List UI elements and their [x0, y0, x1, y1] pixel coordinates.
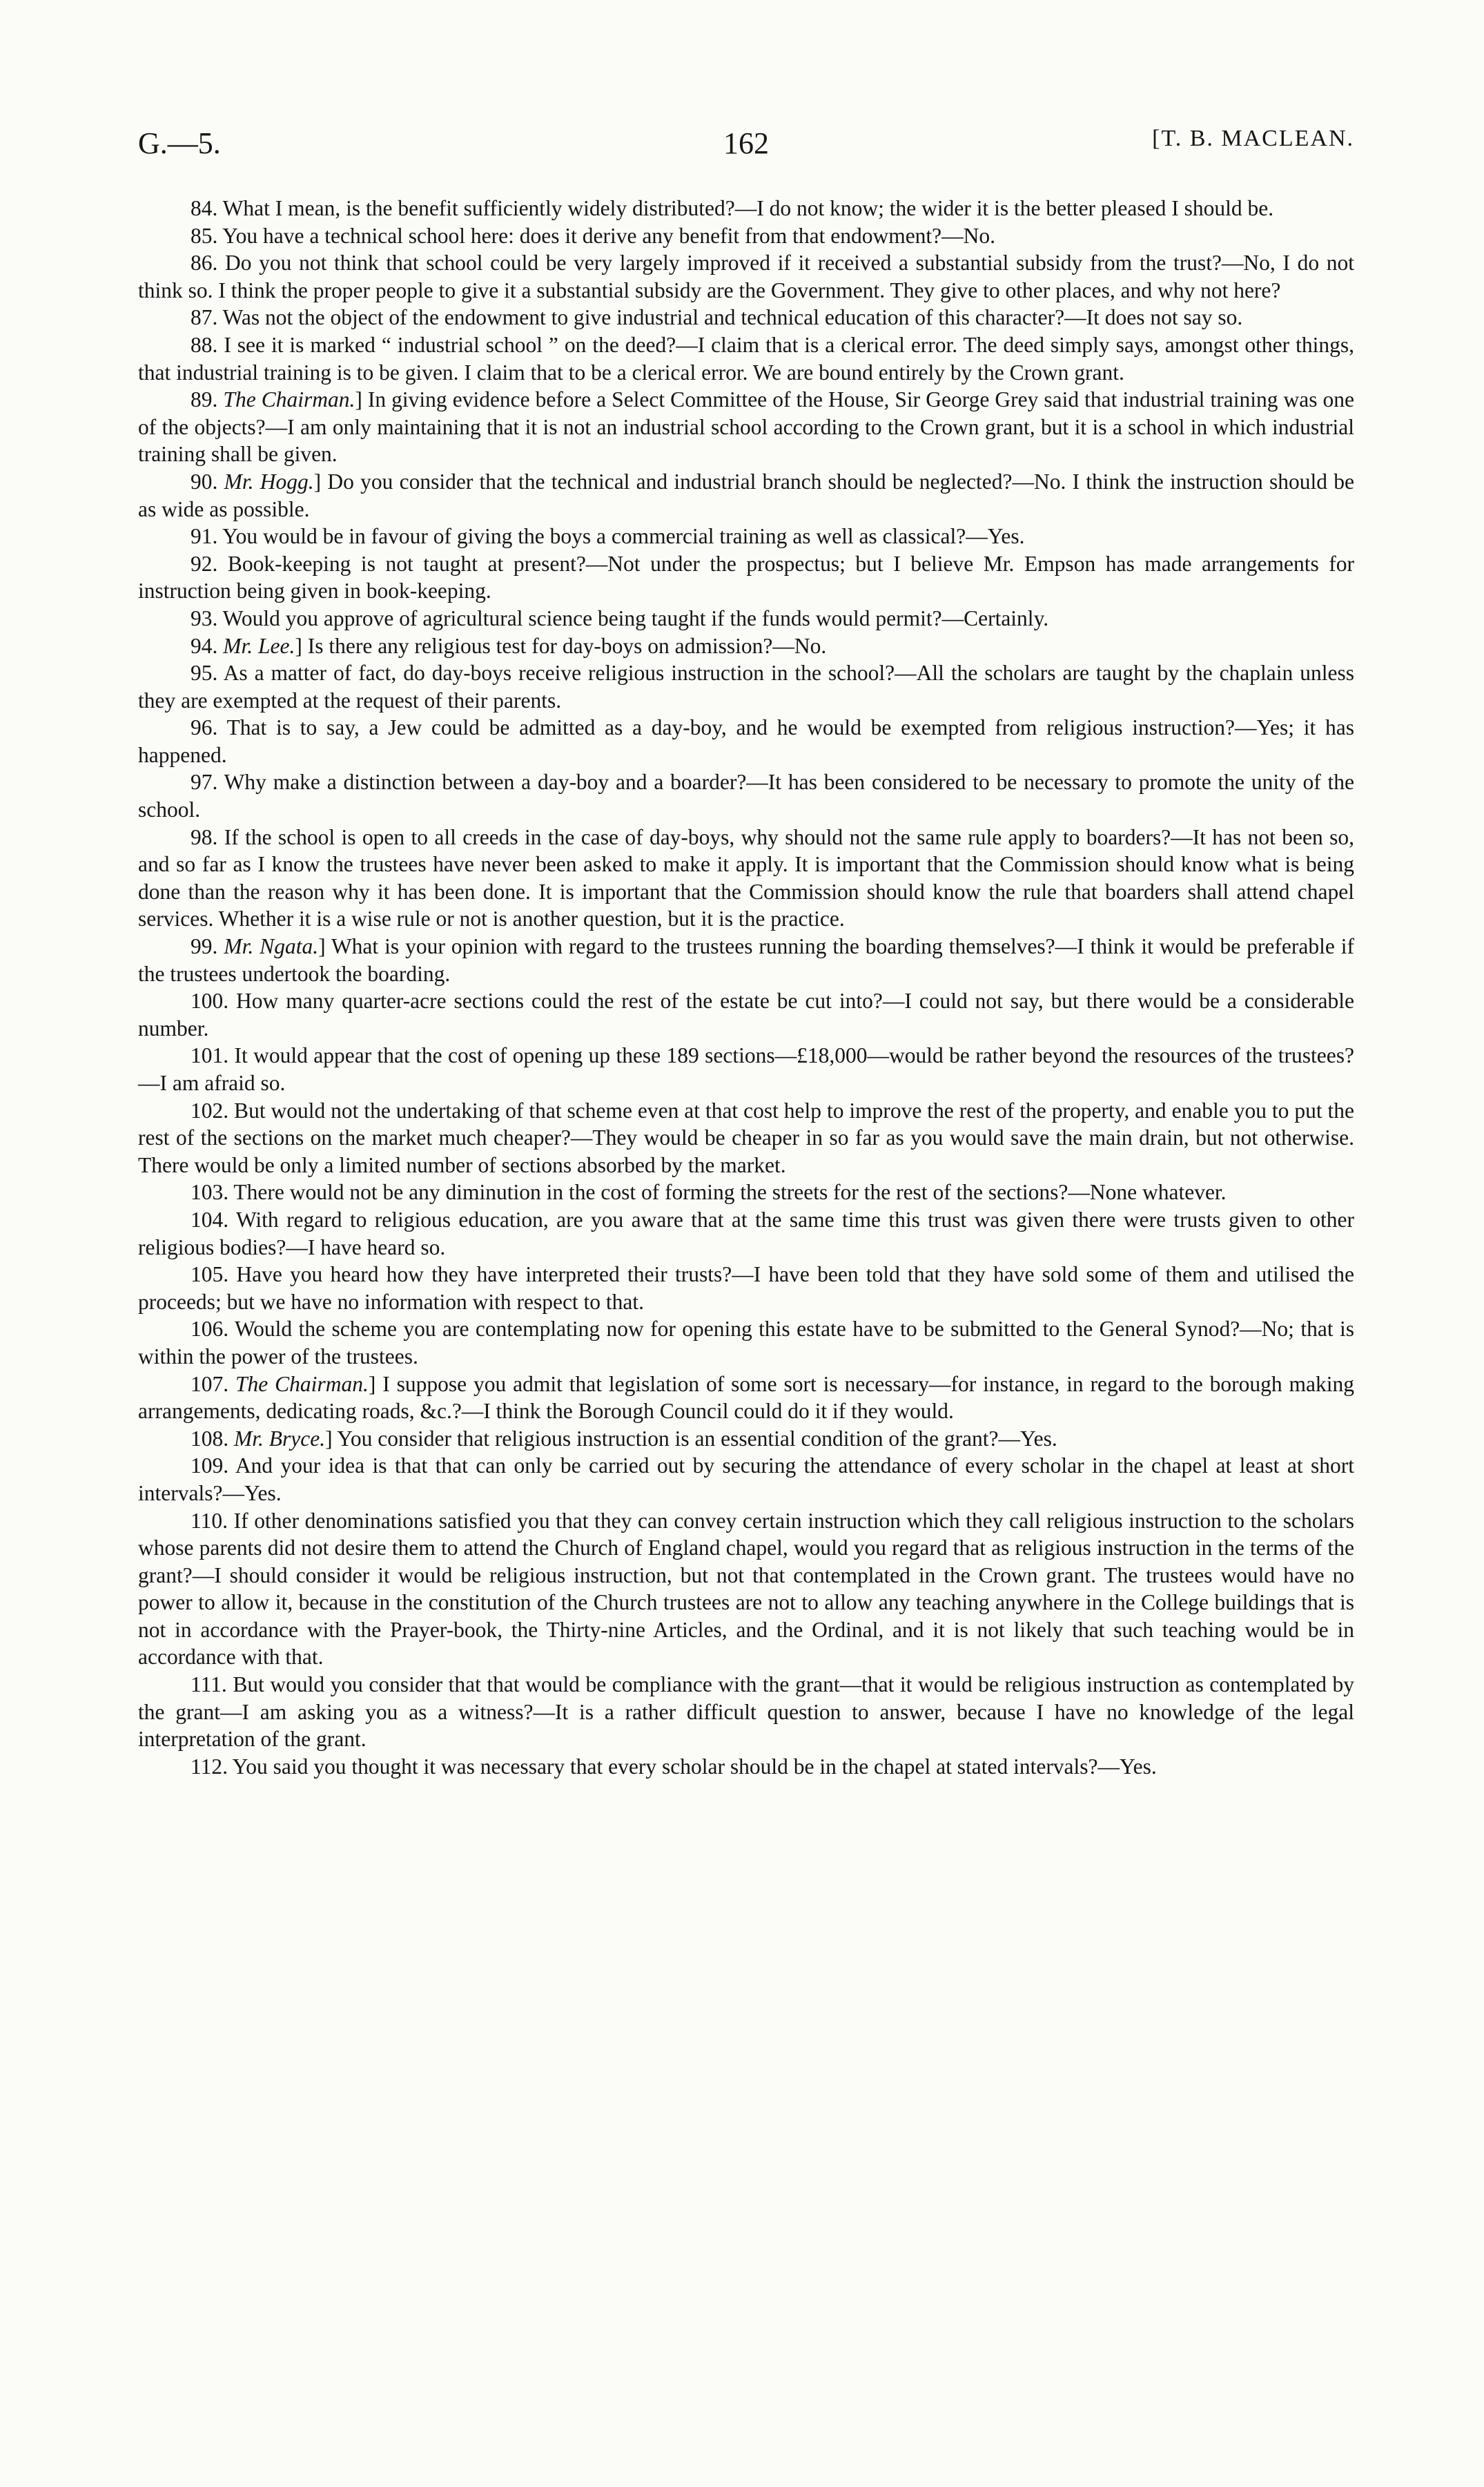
testimony-paragraph: 92. Book-keeping is not taught at present?—Not under the prospectus; but I believe Mr. Empson has made arrangements for instruction being given in book-keeping. [138, 551, 1354, 603]
testimony-paragraph: 91. You would be in favour of giving the boys a commercial training as well as classical?—Yes. [191, 524, 1025, 549]
page-number: 162 [723, 126, 769, 160]
testimony-paragraph: 87. Was not the object of the endowment to give industrial and technical education of this character?—It does not say so. [191, 305, 1243, 330]
testimony-paragraph: 98. If the school is open to all creeds in the case of day-boys, why should not the same rule apply to boarders?—It has not been so, and so far as I know the trustees have never been asked to make it apply. It is important that the Commission should know what is being done than the reason why it has been done. It is important that the Commission should know the rule that boarders shall attend chapel services. Whether it is a wise rule or not is another question, but it is the practice. [138, 824, 1354, 931]
question-number: 90. [191, 469, 224, 494]
testimony-paragraph [138, 1425, 1354, 1453]
testimony-paragraph: 104. With regard to religious education, are you aware that at the same time this trust was given there were trusts given to other religious bodies?—I have heard so. [138, 1207, 1354, 1259]
testimony-paragraph: 109. And your idea is that that can only be carried out by securing the attendance of every scholar in the chapel at least at short intervals?—Yes. [138, 1453, 1354, 1505]
speaker-name: Mr. Hogg. [224, 469, 314, 494]
speaker-name: The Chairman. [223, 387, 355, 412]
paragraph-text: ] Is there any religious test for day-boys on admission?—No. [295, 633, 827, 658]
testimony-paragraph: 102. But would not the undertaking of that scheme even at that cost help to improve the rest of the property, and enable you to put the rest of the sections on the market much cheaper?—They would be cheaper in so far as you would save the main drain, but not otherwise. There would be only a limited number of sections absorbed by the market. [138, 1098, 1354, 1177]
paragraph-text: ] In giving evidence before a Select Committee of the House, Sir George Grey said that industrial training was one of the objects?—I am only maintaining that it is not an industrial school according to the Crown grant, but it is a school in which industrial training shall be given. [138, 387, 1354, 467]
testimony-paragraph [138, 468, 1354, 523]
question-number: 89. [191, 387, 224, 412]
testimony-paragraph: 100. How many quarter-acre sections could the rest of the estate be cut into?—I could not say, but there would be a considerable number. [138, 989, 1354, 1041]
question-number: 107. [191, 1371, 236, 1396]
testimony-paragraph: 88. I see it is marked “ industrial school ” on the deed?—I claim that is a clerical error. The deed simply says, amongst other things, that industrial training is to be given. I claim that to be a clerical error. We are bound entirely by the Crown grant. [138, 332, 1354, 385]
testimony-paragraph: 96. That is to say, a Jew could be admitted as a day-boy, and he would be exempted from religious instruction?—Yes; it has happened. [138, 715, 1354, 767]
page-header [138, 126, 1354, 181]
paragraph-text: ] Do you consider that the technical and industrial branch should be neglected?—No. I think the instruction should be as wide as possible. [138, 469, 1354, 521]
question-number: 94. [191, 633, 224, 658]
testimony-paragraph: 86. Do you not think that school could be very largely improved if it received a substantial subsidy from the trust?—No, I do not think so. I think the proper people to give it a substantial subsidy are the Government. They give to other places, and why not here? [138, 251, 1354, 302]
testimony-paragraph: 106. Would the scheme you are contemplating now for opening this estate have to be submitted to the General Synod?—No; that is within the power of the trustees. [138, 1317, 1354, 1368]
witness-name: [T. B. MACLEAN. [1152, 126, 1354, 151]
speaker-name: Mr. Bryce. [234, 1426, 326, 1451]
paragraph-text: ] You consider that religious instruction is an essential condition of the grant?—Yes. [325, 1426, 1057, 1451]
paragraph-text: ] I suppose you admit that legislation of some sort is necessary—for instance, in regard to the borough making arrangements, dedicating roads, &c.?—I think the Borough Council could do it if they would. [138, 1371, 1354, 1424]
testimony-paragraph [138, 632, 1354, 660]
speaker-name: Mr. Ngata. [224, 934, 319, 959]
testimony-paragraph: 85. You have a technical school here: does it derive any benefit from that endowment?—No. [191, 223, 996, 248]
speaker-name: The Chairman. [235, 1371, 369, 1396]
testimony-paragraph: 105. Have you heard how they have interpreted their trusts?—I have been told that they have sold some of them and utilised the proceeds; but we have no information with respect to that. [138, 1262, 1354, 1314]
testimony-paragraph: 112. You said you thought it was necessary that every scholar should be in the chapel at stated intervals?—Yes. [191, 1754, 1157, 1779]
testimony-paragraph [138, 386, 1354, 468]
paragraph-text: ] What is your opinion with regard to the trustees running the boarding themselves?—I think it would be preferable if the trustees undertook the boarding. [138, 934, 1354, 986]
question-number: 99. [191, 934, 224, 959]
testimony-body [138, 195, 1354, 1780]
testimony-paragraph: 95. As a matter of fact, do day-boys receive religious instruction in the school?—All the scholars are taught by the chaplain unless they are exempted at the request of their parents. [138, 661, 1354, 713]
testimony-paragraph: 111. But would you consider that that would be compliance with the grant—that it would be religious instruction as contemplated by the grant—I am asking you as a witness?—It is a rather difficult question to answer, because I have no knowledge of the legal interpretation of the grant. [138, 1672, 1354, 1752]
testimony-paragraph: 84. What I mean, is the benefit sufficiently widely distributed?—I do not know; the wider it is the better pleased I should be. [191, 196, 1274, 220]
document-reference: G.—5. [138, 126, 221, 160]
speaker-name: Mr. Lee. [223, 633, 295, 658]
testimony-paragraph: 110. If other denominations satisfied you that they can convey certain instruction which they call religious instruction to the scholars whose parents did not desire them to attend the Church of England chapel, would you regard that as religious instruction in the terms of the grant?—I should consider it would be religious instruction, but not that contemplated in the Crown grant. The trustees would have no power to allow it, because in the constitution of the Church trustees are not to allow any teaching anywhere in the College buildings that is not in accordance with the Prayer-book, the Thirty-nine Articles, and the Ordinal, and it is not likely that such teaching would be in accordance with that. [138, 1508, 1354, 1670]
testimony-paragraph: 101. It would appear that the cost of opening up these 189 sections—£18,000—would be rather beyond the resources of the trustees?—I am afraid so. [138, 1043, 1354, 1095]
testimony-paragraph: 97. Why make a distinction between a day-boy and a boarder?—It has been considered to be necessary to promote the unity of the school. [138, 770, 1354, 822]
testimony-paragraph [138, 1371, 1354, 1425]
testimony-paragraph [138, 933, 1354, 987]
question-number: 108. [191, 1426, 234, 1451]
testimony-paragraph: 103. There would not be any diminution in the cost of forming the streets for the rest of the sections?—None whatever. [191, 1180, 1227, 1205]
testimony-paragraph: 93. Would you approve of agricultural science being taught if the funds would permit?—Certainly. [191, 606, 1049, 630]
